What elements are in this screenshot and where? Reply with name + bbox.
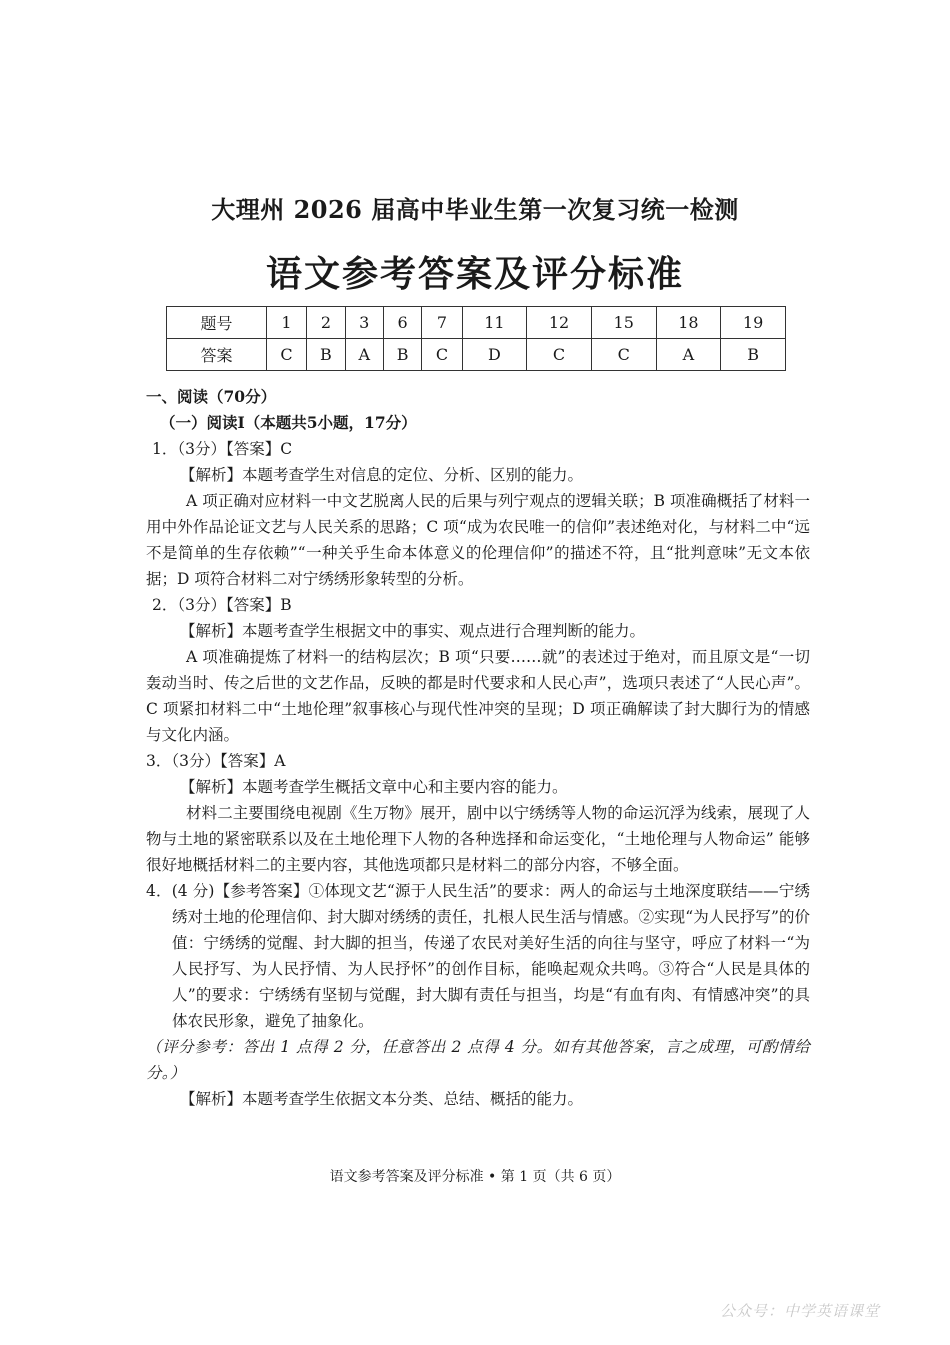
q1-explanation: A 项正确对应材料一中文艺脱离人民的后果与列宁观点的逻辑关联；B 项准确概括了材料一用中外作品论证文艺与人民关系的思路；C 项“成为农民唯一的信仰”表述绝对化，与材料二中“远不是简单的生存依赖”“一种关乎生命本体意义的伦理信仰”的描述不符，且“批判意味”无文本依据；D 项符合材料二对宁绣绣形象转型的分析。 [146, 492, 810, 588]
question-number: 6 [383, 307, 422, 339]
q3-explanation: 材料二主要围绕电视剧《生万物》展开，剧中以宁绣绣等人物的命运沉浮为线索，展现了人物与土地的紧密联系以及在土地伦理下人物的各种选择和命运变化，“土地伦理与人物命运” 能够很好地概括材料二的主要内容，其他选项都只是材料二的部分内容，不够全面。 [146, 804, 810, 874]
answer-letter: C [591, 339, 656, 371]
answer-letter: A [345, 339, 383, 371]
q2-analysis: 【解析】本题考查学生根据文中的事实、观点进行合理判断的能力。 [180, 622, 646, 640]
exam-title: 大理州 2026 届高中毕业生第一次复习统一检测 [211, 195, 739, 224]
q1-answer: 1．（3分）【答案】C [152, 440, 293, 458]
question-number: 1 [266, 307, 306, 339]
q1-analysis: 【解析】本题考查学生对信息的定位、分析、区别的能力。 [180, 466, 584, 484]
question-number: 11 [462, 307, 527, 339]
question-number: 19 [721, 307, 786, 339]
q4-answer-body: ①体现文艺“源于人民生活”的要求：两人的命运与土地深度联结——宁绣绣对土地的伦理信仰、封大脚对绣绣的责任，扎根人民生活与情感。②实现“为人民抒写”的价值：宁绣绣的觉醒、封大脚的担当，传递了农民对美好生活的向往与坚守，呼应了材料一“为人民抒写、为人民抒情、为人民抒怀”的创作目标，能唤起观众共鸣。③符合“人民是具体的人”的要求：宁绣绣有坚韧与觉醒，封大脚有责任与担当，均是“有血有肉、有情感冲突”的具体农民形象，避免了抽象化。 [172, 882, 810, 1030]
watermark: 公众号：中学英语课堂 [719, 1302, 880, 1320]
page-footer: 语文参考答案及评分标准 • 第 1 页（共 6 页） [329, 1169, 621, 1185]
subsection-heading: （一）阅读Ⅰ（本题共5小题，17分） [160, 413, 417, 432]
number-row-label: 题号 [167, 307, 267, 339]
question-number: 2 [307, 307, 346, 339]
q2-explanation: A 项准确提炼了材料一的结构层次；B 项“只要……就”的表述过于绝对，而且原文是“一切轰动当时、传之后世的文艺作品，反映的都是时代要求和人民心声”，选项只表述了“人民心声”。C 项紧扣材料二中“土地伦理”叙事核心与现代性冲突的呈现；D 项正确解读了封大脚行为的情感与文化内涵。 [146, 648, 810, 744]
answer-row-label: 答案 [167, 339, 267, 371]
q3-analysis: 【解析】本题考查学生概括文章中心和主要内容的能力。 [180, 778, 568, 796]
answer-letter: B [307, 339, 346, 371]
question-number: 12 [527, 307, 592, 339]
answer-table-answer-row [167, 339, 786, 371]
question-number: 7 [422, 307, 462, 339]
q4-answer [146, 878, 810, 1034]
answer-table-number-row [167, 307, 786, 339]
answer-table [166, 306, 786, 371]
answer-letter: A [656, 339, 721, 371]
answer-letter: C [266, 339, 306, 371]
answer-content [146, 384, 810, 1112]
section-heading: 一、阅读（70分） [146, 387, 277, 406]
document-title: 语文参考答案及评分标准 [265, 253, 684, 295]
question-number: 18 [656, 307, 721, 339]
question-number: 15 [591, 307, 656, 339]
answer-letter: D [462, 339, 527, 371]
answer-letter: B [721, 339, 786, 371]
q4-scoring-note: （评分参考：答出 1 点得 2 分，任意答出 2 点得 4 分。如有其他答案，言之成理，可酌情给分。） [146, 1038, 810, 1082]
q2-answer: 2．（3分）【答案】B [152, 596, 292, 614]
answer-letter: C [422, 339, 462, 371]
answer-letter: C [527, 339, 592, 371]
q4-answer-head: 4．(4 分)【参考答案】 [146, 882, 309, 900]
answer-letter: B [383, 339, 422, 371]
q4-analysis: 【解析】本题考查学生依据文本分类、总结、概括的能力。 [180, 1090, 584, 1108]
question-number: 3 [345, 307, 383, 339]
q3-answer: 3．（3分）【答案】A [146, 752, 286, 770]
